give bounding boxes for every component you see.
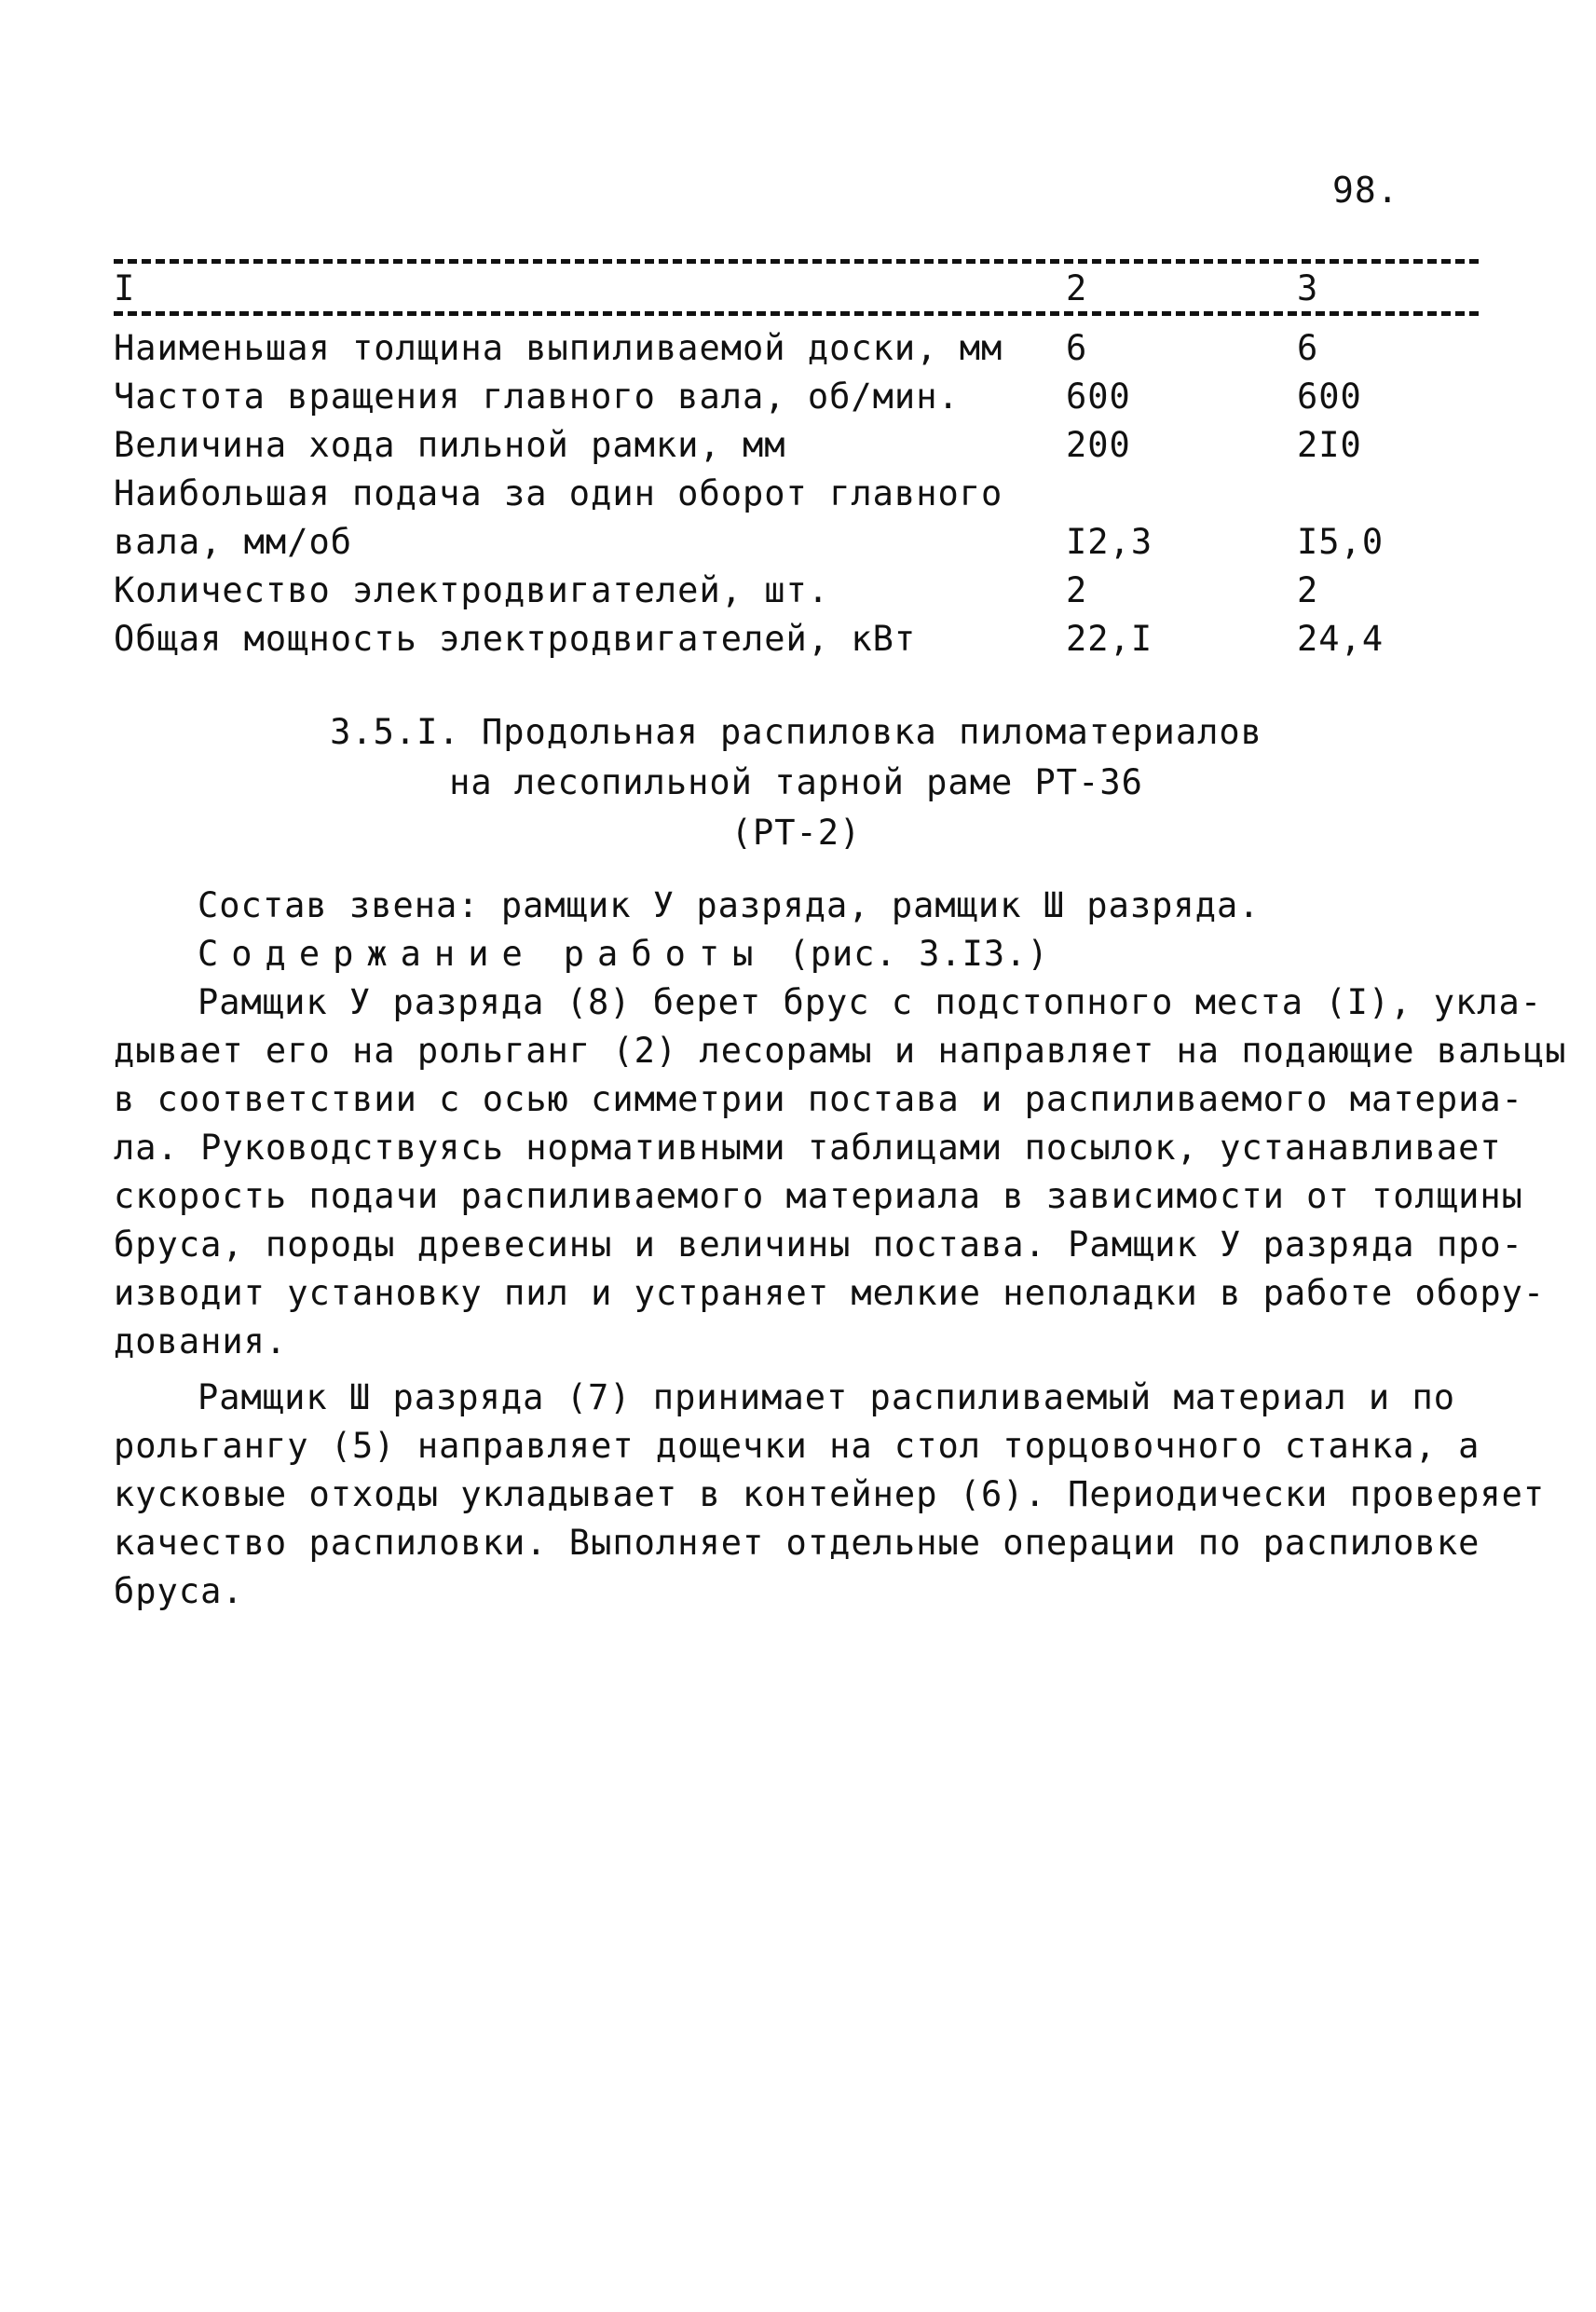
row-value-3: I5,0 [1297,522,1385,562]
paragraph-2-line: Рамщик Ш разряда (7) принимает распиливаемый материал и по [198,1377,1456,1417]
paragraph-1-line: дывает его на рольганг (2) лесорамы и направляет на подающие вальцы [114,1031,1567,1071]
paragraph-1-line: бруса, породы древесины и величины постава. Рамщик У разряда про- [114,1224,1523,1265]
row-label [114,470,1055,567]
row-label-line-1: Наибольшая подача за один оборот главного [114,473,1003,513]
table-top-rule [114,259,1479,264]
paragraph-1-line: в соответствии с осью симметрии постава и распиливаемого материа- [114,1079,1523,1119]
paragraph-1-line: дования. [114,1321,288,1361]
table-row [114,615,1493,664]
row-value-3: 24,4 [1297,619,1385,659]
header-col-2: 2 [1066,268,1256,309]
content-heading [198,930,1576,978]
paragraph-1-line: Рамщик У разряда (8) берет брус с подстопного места (I), укла- [198,982,1543,1022]
row-value-3: 6 [1297,328,1319,368]
row-value-2: 6 [1066,328,1088,368]
section-title-line-1: 3.5.I. Продольная распиловка пиломатериалов [330,712,1262,752]
row-label: Частота вращения главного вала, об/мин. [114,376,960,417]
section-title-line-3: (РТ-2) [730,813,862,853]
paragraph-1-line: изводит установку пил и устраняет мелкие неполадки в работе обору- [114,1273,1546,1313]
paragraph-1-line: ла. Руководствуясь нормативными таблицами посылок, устанавливает [114,1128,1502,1168]
figure-reference: (рис. 3.I3.) [788,934,1049,974]
table-row [114,421,1493,470]
paragraph-2-line: рольгангу (5) направляет дощечки на стол торцовочного станка, а [114,1426,1480,1466]
table-row [114,324,1493,373]
content-heading-word-2: работы [563,934,767,974]
row-label: Величина хода пильной рамки, мм [114,425,786,465]
content-heading-word-1: Содержание [198,934,536,974]
table-row [114,373,1493,421]
page-number: 98. [1332,170,1399,211]
row-value-3: 2I0 [1297,425,1362,465]
table-header-rule [114,311,1479,316]
row-label: Наименьшая толщина выпиливаемой доски, мм [114,328,1003,368]
paragraph-2-line: качество распиловки. Выполняет отдельные операции по распиловке [114,1523,1480,1563]
section-title-line-2: на лесопильной тарной раме РТ-36 [449,762,1143,802]
paragraph-2-line: бруса. [114,1571,244,1611]
paragraph-1-line: скорость подачи распиливаемого материала в зависимости от толщины [114,1176,1523,1216]
header-col-1: I [114,268,1058,309]
row-value-2: 600 [1066,376,1131,417]
row-label: Количество электродвигателей, шт. [114,570,830,610]
row-value-3: 2 [1297,570,1319,610]
row-value-3: 600 [1297,376,1362,417]
crew-composition: Состав звена: рамщик У разряда, рамщик Ш разряда. [198,885,1261,925]
table-row [114,470,1493,567]
row-value-2: 2 [1066,570,1088,610]
specs-table [114,268,1493,664]
table-header-row [114,268,1493,324]
header-col-3: 3 [1297,268,1487,309]
paragraph-2-line: кусковые отходы укладывает в контейнер (6). Периодически проверяет [114,1474,1546,1514]
row-value-2: 200 [1066,425,1131,465]
row-label: Общая мощность электродвигателей, кВт [114,619,917,659]
row-label-line-2: вала, мм/об [114,522,353,562]
row-value-2: 22,I [1066,619,1153,659]
table-row [114,567,1493,615]
row-value-2: I2,3 [1066,522,1153,562]
